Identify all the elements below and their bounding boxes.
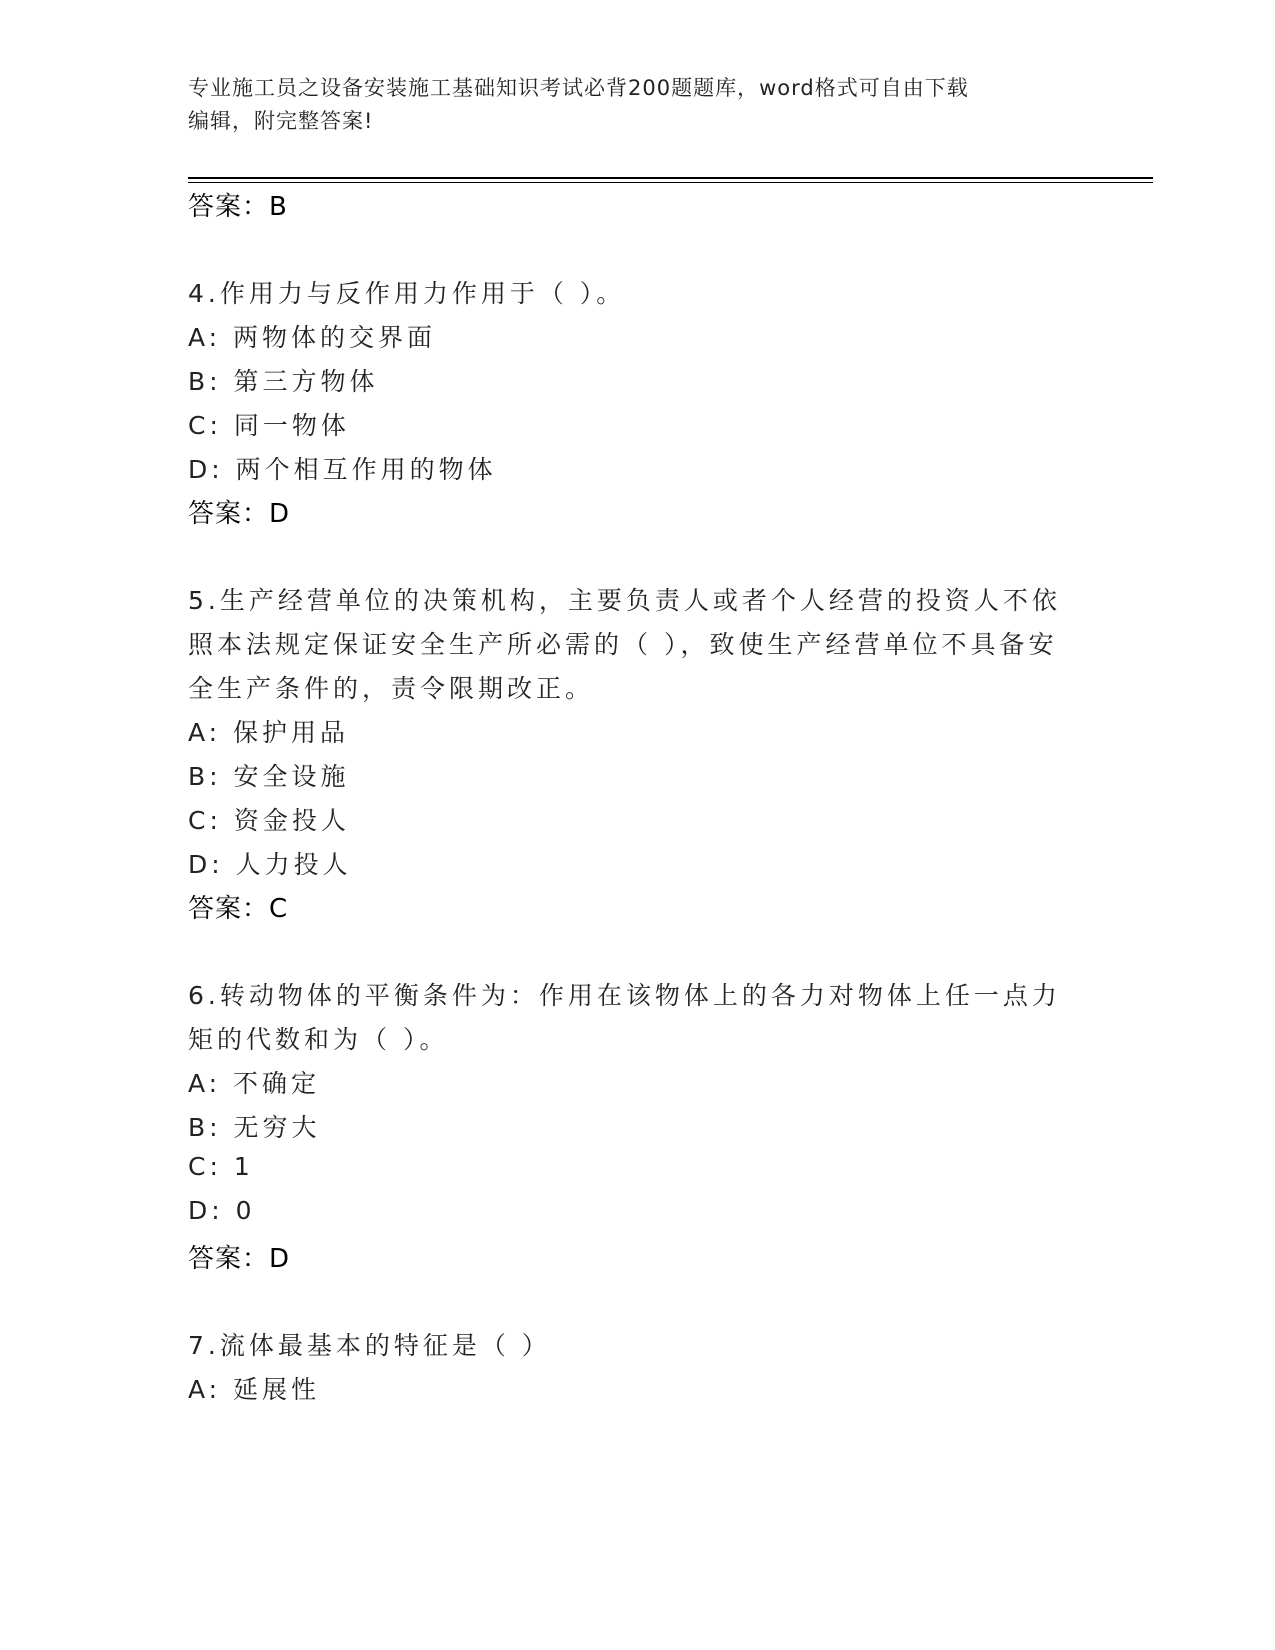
question-4-text: 4.作用力与反作用力作用于（ ）。 [188, 279, 626, 308]
question-6-option-a: A: 不确定 [188, 1069, 321, 1098]
header-divider-thick [188, 177, 1153, 179]
question-4-answer: 答案：D [188, 499, 291, 529]
question-4-option-a: A: 两物体的交界面 [188, 323, 437, 352]
question-5-option-a: A: 保护用品 [188, 718, 350, 747]
question-7-text: 7.流体最基本的特征是（ ） [188, 1331, 551, 1360]
question-5-answer: 答案：C [188, 894, 289, 924]
question-4-option-c: C: 同一物体 [188, 411, 350, 440]
document-header [188, 72, 1068, 138]
question-6-text-line-1: 6.转动物体的平衡条件为：作用在该物体上的各力对物体上任一点力 [188, 981, 1061, 1010]
question-6-answer: 答案：D [188, 1244, 291, 1274]
question-6-option-c: C: 1 [188, 1152, 254, 1181]
question-5-text-line-1: 5.生产经营单位的决策机构，主要负责人或者个人经营的投资人不依 [188, 586, 1061, 615]
question-6-text-line-2: 矩的代数和为（ ）。 [188, 1025, 449, 1054]
header-line-2: 编辑，附完整答案! [188, 109, 374, 133]
question-4-option-d: D: 两个相互作用的物体 [188, 455, 497, 484]
question-5-text-line-3: 全生产条件的，责令限期改正。 [188, 674, 595, 703]
question-5-option-d: D: 人力投人 [188, 850, 352, 879]
question-6-option-b: B: 无穷大 [188, 1113, 321, 1142]
question-6-option-d: D: 0 [188, 1196, 256, 1225]
answer-previous: 答案：B [188, 192, 288, 222]
question-5-text-line-2: 照本法规定保证安全生产所必需的（ ），致使生产经营单位不具备安 [188, 630, 1058, 659]
question-5-option-b: B: 安全设施 [188, 762, 350, 791]
question-5-option-c: C: 资金投人 [188, 806, 350, 835]
question-4-option-b: B: 第三方物体 [188, 367, 379, 396]
question-7-option-a: A: 延展性 [188, 1375, 321, 1404]
header-divider-thin [188, 182, 1153, 183]
header-line-1: 专业施工员之设备安装施工基础知识考试必背200题题库，word格式可自由下载 [188, 76, 969, 100]
